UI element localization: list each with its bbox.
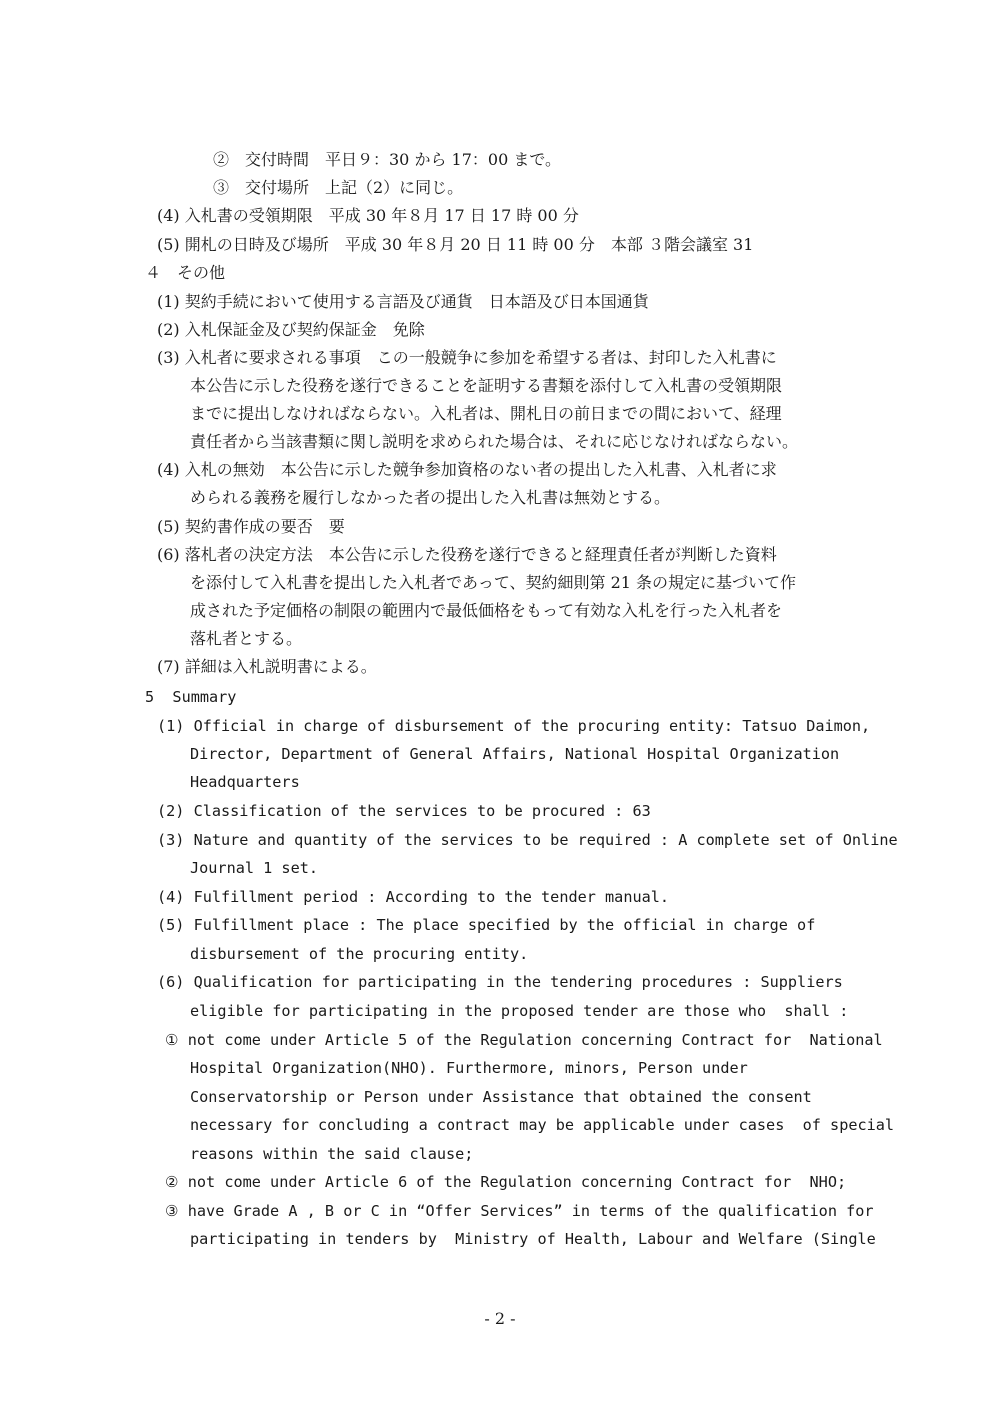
text-line: Hospital Organization(NHO). Furthermore, minors, Person under [190, 1059, 748, 1077]
text-line: (5) 開札の日時及び場所 平成 30 年８月 20 日 11 時 00 分 本部 ３階会議室 31 [157, 235, 754, 254]
text-line: (4) 入札書の受領期限 平成 30 年８月 17 日 17 時 00 分 [157, 206, 579, 225]
text-line: ４ その他 [145, 263, 226, 282]
text-line: (6) Qualification for participating in the tendering procedures : Suppliers [157, 973, 843, 991]
text-line: 責任者から当該書類に関し説明を求められた場合は、それに応じなければならない。 [190, 432, 799, 451]
text-line: められる義務を履行しなかった者の提出した入札書は無効とする。 [190, 488, 671, 507]
text-line: ② not come under Article 6 of the Regulation concerning Contract for NHO; [165, 1173, 847, 1191]
text-line: ③ 交付場所 上記（2）に同じ。 [213, 178, 464, 197]
text-line: eligible for participating in the proposed tender are those who shall : [190, 1002, 849, 1020]
text-line: disbursement of the procuring entity. [190, 945, 529, 963]
text-line: Conservatorship or Person under Assistance that obtained the consent [190, 1088, 812, 1106]
text-line: (5) 契約書作成の要否 要 [157, 517, 345, 536]
text-line: ① not come under Article 5 of the Regulation concerning Contract for National [165, 1031, 883, 1049]
text-line: (7) 詳細は入札説明書による。 [157, 657, 377, 676]
text-line: 落札者とする。 [190, 629, 303, 648]
text-line: (2) 入札保証金及び契約保証金 免除 [157, 320, 425, 339]
text-line: ③ have Grade A , B or C in “Offer Services” in terms of the qualification for [165, 1202, 874, 1220]
text-line: 成された予定価格の制限の範囲内で最低価格をもって有効な入札を行った入札者を [190, 601, 783, 620]
page-number: - 2 - [484, 1309, 516, 1328]
text-line: (2) Classification of the services to be procured : 63 [157, 802, 651, 820]
text-line: (6) 落札者の決定方法 本公告に示した役務を遂行できると経理責任者が判断した資料 [157, 545, 777, 564]
text-line: ② 交付時間 平日９：30 から 17：00 まで。 [213, 150, 562, 169]
text-line: Director, Department of General Affairs, National Hospital Organization [190, 745, 840, 763]
text-line: を添付して入札書を提出した入札者であって、契約細則第 21 条の規定に基づいて作 [190, 573, 797, 592]
text-line: (5) Fulfillment place : The place specified by the official in charge of [157, 916, 816, 934]
text-line: Headquarters [190, 773, 300, 791]
text-line: (3) 入札者に要求される事項 この一般競争に参加を希望する者は、封印した入札書に [157, 348, 777, 367]
text-line: necessary for concluding a contract may be applicable under cases of special [190, 1116, 895, 1134]
text-line: 本公告に示した役務を遂行できることを証明する書類を添付して入札書の受領期限 [190, 376, 783, 395]
text-line: 5 Summary [145, 688, 237, 706]
text-line: までに提出しなければならない。入札者は、開札日の前日までの間において、経理 [190, 404, 782, 423]
text-line: (4) 入札の無効 本公告に示した競争参加資格のない者の提出した入札書、入札者に求 [157, 460, 777, 479]
text-line: (1) Official in charge of disbursement of the procuring entity: Tatsuo Daimon, [157, 717, 871, 735]
text-line: participating in tenders by Ministry of Health, Labour and Welfare (Single [190, 1230, 876, 1248]
text-line: (4) Fulfillment period : According to the tender manual. [157, 888, 670, 906]
text-line: (1) 契約手続において使用する言語及び通貨 日本語及び日本国通貨 [157, 292, 649, 311]
text-line: (3) Nature and quantity of the services to be required : A complete set of Online [157, 831, 898, 849]
text-line: reasons within the said clause; [190, 1145, 474, 1163]
text-line: Journal 1 set. [190, 859, 319, 877]
